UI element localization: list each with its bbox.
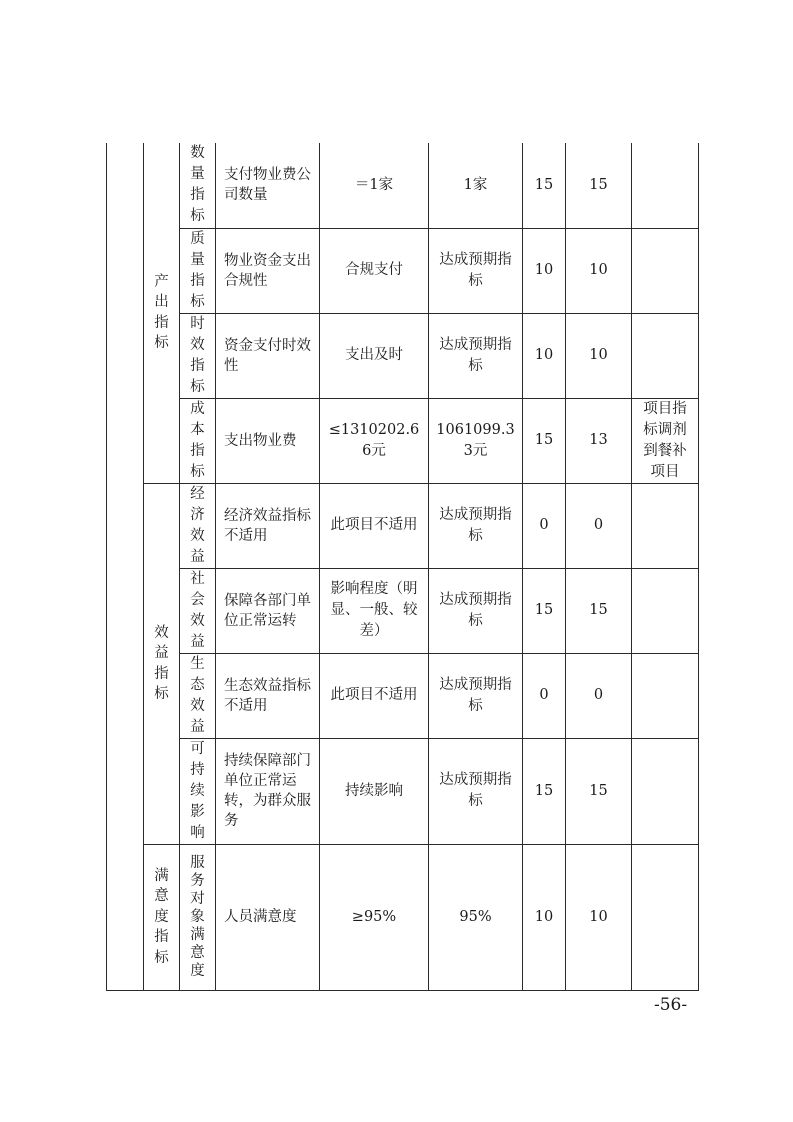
remark: 项目指标调剂到餐补项目 (632, 398, 699, 483)
table-row (107, 483, 699, 568)
table-row (107, 738, 699, 844)
score: 15 (566, 738, 632, 844)
score: 15 (566, 568, 632, 653)
weight: 10 (523, 844, 566, 990)
remark (632, 228, 699, 313)
remark (632, 568, 699, 653)
indicator-name: 持续保障部门单位正常运转，为群众服务 (216, 738, 320, 844)
category-benefit: 效益指标 (144, 483, 180, 844)
remark (632, 738, 699, 844)
table-row (107, 653, 699, 738)
actual-value: 95% (429, 844, 523, 990)
score: 10 (566, 844, 632, 990)
sub-indicator: 成本指标 (180, 398, 216, 483)
target-value: 此项目不适用 (320, 653, 429, 738)
indicator-name: 支出物业费 (216, 398, 320, 483)
table-row (107, 398, 699, 483)
target-value: 合规支付 (320, 228, 429, 313)
target-value: 支出及时 (320, 313, 429, 398)
remark (632, 653, 699, 738)
sub-indicator: 质量指标 (180, 228, 216, 313)
remark (632, 313, 699, 398)
target-value: ≤1310202.66元 (320, 398, 429, 483)
score: 13 (566, 398, 632, 483)
target-value: 此项目不适用 (320, 483, 429, 568)
sub-indicator: 可持续影响 (180, 738, 216, 844)
weight: 15 (523, 143, 566, 228)
score: 0 (566, 483, 632, 568)
actual-value: 达成预期指标 (429, 738, 523, 844)
weight: 15 (523, 398, 566, 483)
indicator-name: 生态效益指标不适用 (216, 653, 320, 738)
weight: 15 (523, 738, 566, 844)
sub-indicator: 数量指标 (180, 143, 216, 228)
indicator-name: 资金支付时效性 (216, 313, 320, 398)
indicator-name: 经济效益指标不适用 (216, 483, 320, 568)
table-row (107, 313, 699, 398)
actual-value: 达成预期指标 (429, 313, 523, 398)
actual-value: 1家 (429, 143, 523, 228)
score: 10 (566, 228, 632, 313)
actual-value: 达成预期指标 (429, 568, 523, 653)
remark (632, 483, 699, 568)
weight: 10 (523, 313, 566, 398)
actual-value: 达成预期指标 (429, 483, 523, 568)
sub-indicator: 时效指标 (180, 313, 216, 398)
indicator-name: 物业资金支出合规性 (216, 228, 320, 313)
weight: 0 (523, 483, 566, 568)
indicator-name: 人员满意度 (216, 844, 320, 990)
weight: 10 (523, 228, 566, 313)
category-satisfaction: 满意度指标 (144, 844, 180, 990)
sub-indicator: 服务对象满意度 (180, 844, 216, 990)
weight: 0 (523, 653, 566, 738)
remark (632, 844, 699, 990)
target-value: ≥95% (320, 844, 429, 990)
weight: 15 (523, 568, 566, 653)
category-output: 产出指标 (144, 143, 180, 483)
score: 15 (566, 143, 632, 228)
blank-left-column (107, 143, 144, 990)
performance-indicator-table (106, 143, 699, 991)
table-row (107, 568, 699, 653)
indicator-name: 保障各部门单位正常运转 (216, 568, 320, 653)
target-value: ＝1家 (320, 143, 429, 228)
table-row (107, 228, 699, 313)
score: 10 (566, 313, 632, 398)
indicator-name: 支付物业费公司数量 (216, 143, 320, 228)
score: 0 (566, 653, 632, 738)
table-row (107, 844, 699, 990)
sub-indicator: 经济效益 (180, 483, 216, 568)
remark (632, 143, 699, 228)
page-number: -56- (654, 995, 688, 1015)
target-value: 持续影响 (320, 738, 429, 844)
sub-indicator: 生态效益 (180, 653, 216, 738)
actual-value: 1061099.33元 (429, 398, 523, 483)
actual-value: 达成预期指标 (429, 228, 523, 313)
table-row (107, 143, 699, 228)
sub-indicator: 社会效益 (180, 568, 216, 653)
target-value: 影响程度（明显、一般、较差） (320, 568, 429, 653)
actual-value: 达成预期指标 (429, 653, 523, 738)
